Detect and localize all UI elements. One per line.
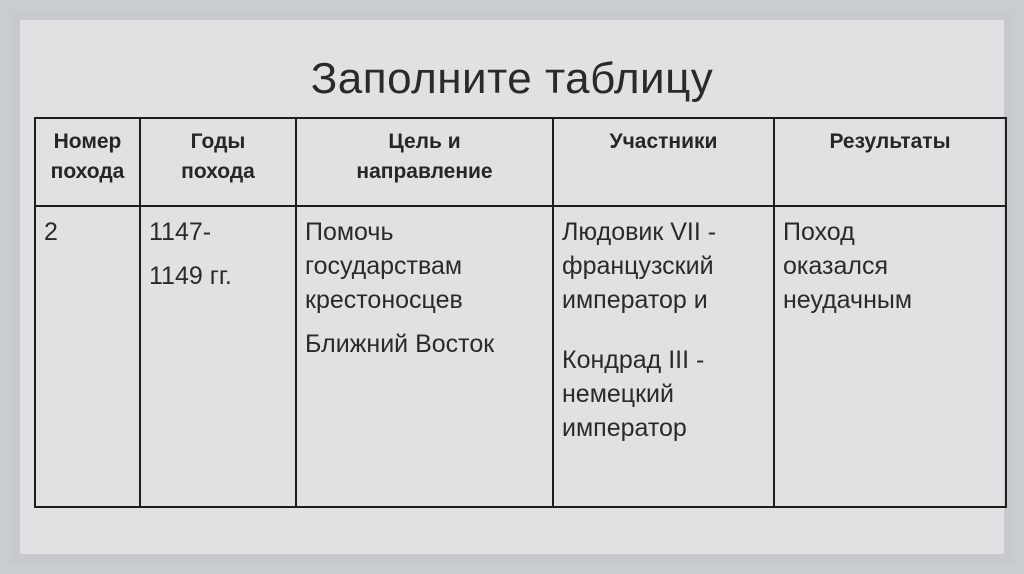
table-row xyxy=(35,206,1006,507)
table-header-row xyxy=(35,118,1006,206)
slide xyxy=(10,10,1014,564)
cell-participants: Людовик VII - французский император и Кондрад III - немецкий император xyxy=(553,206,774,507)
cell-years: 1147- 1149 гг. xyxy=(140,206,296,507)
cell-results: Поход оказался неудачным xyxy=(774,206,1006,507)
header-results: Результаты xyxy=(774,118,1006,206)
header-number: Номер похода xyxy=(35,118,140,206)
cell-goal: Помочь государствам крестоносцев Ближний Восток xyxy=(296,206,553,507)
cell-number: 2 xyxy=(35,206,140,507)
crusade-table xyxy=(34,117,1007,508)
header-participants: Участники xyxy=(553,118,774,206)
slide-title: Заполните таблицу xyxy=(310,54,714,103)
header-goal: Цель и направление xyxy=(296,118,553,206)
header-years: Годы похода xyxy=(140,118,296,206)
